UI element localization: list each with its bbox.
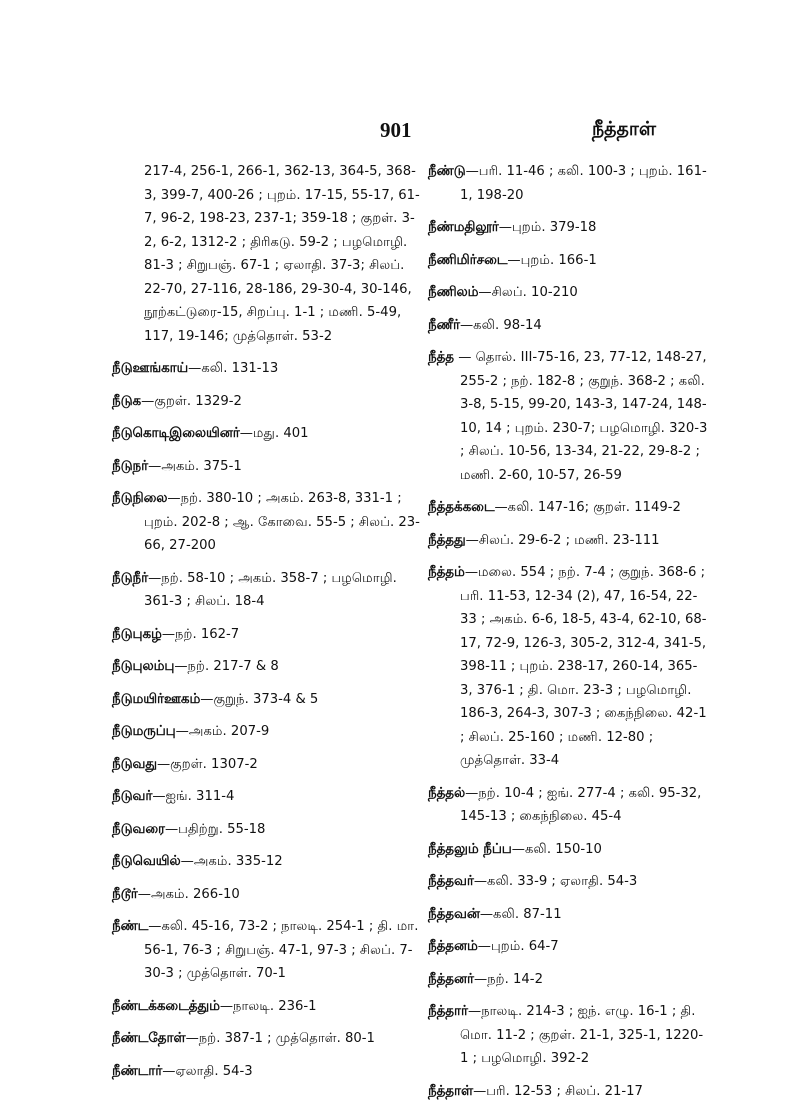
entry-headword: நீணீர் [428,317,460,333]
entry-headword: நீத்தாள் [428,1083,474,1099]
entry-headword: நீண்மதிலூர் [428,220,499,235]
index-entry [112,1027,420,1051]
index-entry [428,935,710,959]
entry-references: —மலை. 554 ; நற். 7-4 ; குறுந். 368-6 ; பரி. 11-53, 12-34 (2), 47, 16-54, 22-33 ; அகம். 6-6, 18-5, 43-4, 62-10, 68-17, 72-9, 126-3, 305-2, 312-4, 341-5, 398-11 ; புறம். 238-17, 260-14, 365-3, 376-1 ; தி. மொ. 23-3 ; பழமொழி. 186-3, 264-3, 307-3 ; கைந்நிலை. 42-1 ; சிலப். 25-160 ; மணி. 12-80 ; முத்தொள். 33-4 [460,565,707,768]
entry-headword: நீணிலம் [428,285,479,300]
entry-references: —கலி. 33-9 ; ஏலாதி. 54-3 [473,874,638,889]
index-entry [112,390,420,414]
entry-references: —ஏலாதி. 54-3 [162,1063,253,1079]
entry-references: —புறம். 64-7 [477,939,559,954]
entry-headword: நீடுநர் [112,458,149,474]
index-entry [428,496,710,520]
index-entry [112,655,420,679]
entry-references: —பரி. 11-46 ; கலி. 100-3 ; புறம். 161-1, 198-20 [460,164,707,203]
index-entry [112,688,420,712]
index-entry [112,422,420,446]
index-entry [428,1080,710,1104]
left-column [112,160,420,1092]
entry-headword: நீத்தனம் [428,939,478,954]
index-entry [112,1060,420,1084]
entry-headword: நீடுமயிர்ஊகம் [112,691,201,707]
index-entry [112,357,420,381]
entry-headword: நீடுவர் [112,789,153,804]
entry-headword: நீண்டு [428,164,466,179]
entry-headword: நீத்தவர் [428,874,474,889]
entry-headword: நீத்த [428,350,455,365]
entry-references: —சிலப். 10-210 [478,285,578,300]
index-entry [112,883,420,907]
entry-references: —நற். 217-7 & 8 [174,659,279,674]
entry-headword: நீடுகொடிஇலையினர் [112,426,240,441]
entry-references: —அகம். 266-10 [137,886,240,902]
entry-headword: நீணிமிர்சடை [428,252,508,268]
entry-references: —கலி. 45-16, 73-2 ; நாலடி. 254-1 ; தி. மா. 56-1, 76-3 ; சிறுபஞ். 47-1, 97-3 ; சிலப். 7-30-3 ; முத்தொள். 70-1 [144,919,419,981]
entry-references: —குறுந். 373-4 & 5 [200,691,319,707]
entry-headword: நீத்தவன் [428,906,480,922]
index-entry [112,455,420,479]
index-entry [428,529,710,553]
entry-headword: நீத்தனர் [428,971,475,987]
index-entry [428,968,710,992]
entry-headword: நீத்தார் [428,1004,469,1019]
entry-references: —அகம். 207-9 [175,724,270,739]
entry-references: —அகம். 375-1 [148,458,242,474]
entry-references: —பதிற்று. 55-18 [164,821,266,837]
entry-headword: நீடுவது [112,756,157,772]
entry-references: —கலி. 87-11 [479,906,562,922]
entry-references: —சிலப். 29-6-2 ; மணி. 23-111 [465,532,660,548]
entry-references: —புறம். 166-1 [507,252,597,268]
index-entry [112,995,420,1019]
index-entry [112,720,420,744]
index-entry [428,1000,710,1071]
entry-references: — தொல். III-75-16, 23, 77-12, 148-27, 255-2 ; நற். 182-8 ; குறுந். 368-2 ; கலி. 3-8, 5-15, 99-20, 143-3, 147-24, 148-10, 14 ; புறம். 230-7; பழமொழி. 320-3 ; சிலப். 10-56, 13-34, 21-22, 29-8-2 ; மணி. 2-60, 10-57, 26-59 [454,350,708,483]
index-entry [112,160,420,348]
running-head: நீத்தாள் [592,118,656,140]
entry-headword: நீடூர் [112,886,138,902]
page-number: 901 [380,118,412,142]
index-entry [428,870,710,894]
index-entry [428,903,710,927]
index-entry [428,249,710,273]
entry-headword: நீடுவெயில் [112,854,181,869]
entry-references: —கலி. 147-16; குறள். 1149-2 [494,500,681,515]
entry-references: —கலி. 150-10 [511,841,602,857]
entry-references: —நற். 162-7 [161,626,240,642]
entry-references: —நற். 10-4 ; ஐங். 277-4 ; கலி. 95-32, 145-13 ; கைந்நிலை. 45-4 [460,785,702,824]
entry-headword: நீடுபுலம்பு [112,659,175,674]
entry-headword: நீடுவரை [112,821,165,837]
entry-references: —நற். 14-2 [474,971,543,987]
entry-references: —கலி. 98-14 [459,317,542,333]
entry-references: —குறள். 1307-2 [156,756,258,772]
entry-references: —கலி. 131-13 [188,361,279,376]
entry-references: —நாலடி. 214-3 ; ஐந். எழு. 16-1 ; தி. மொ. 11-2 ; குறள். 21-1, 325-1, 1220-1 ; பழமொழி. 392-2 [460,1004,704,1066]
entry-references: —அகம். 335-12 [180,854,283,869]
index-entry [112,623,420,647]
index-entry [112,850,420,874]
entry-headword: நீடுநிலை [112,491,168,506]
entry-headword: நீண்டார் [112,1063,163,1079]
index-entry [428,216,710,240]
entry-references: —ஐங். 311-4 [152,789,235,804]
entry-references: —மது. 401 [239,426,309,441]
entry-headword: நீண்டதோள் [112,1031,186,1046]
index-entry [428,160,710,207]
index-entry [428,314,710,338]
entry-headword: நீத்தக்கடை [428,500,495,515]
entry-references: —நற். 58-10 ; அகம். 358-7 ; பழமொழி. 361-3 ; சிலப். 18-4 [144,570,397,609]
index-entry [428,346,710,487]
entry-headword: நீத்தது [428,532,466,548]
index-entry [112,567,420,614]
index-entry [112,753,420,777]
entry-headword: நீத்தம் [428,565,465,580]
index-entry [428,561,710,773]
index-entry [428,838,710,862]
index-entry [428,281,710,305]
entry-headword: நீத்தல் [428,785,466,801]
entry-references: 217-4, 256-1, 266-1, 362-13, 364-5, 368-3, 399-7, 400-26 ; புறம். 17-15, 55-17, 61-7, 96-2, 198-23, 237-1; 359-18 ; குறள். 3-2, 6-2, 1312-2 ; திரிகடு. 59-2 ; பழமொழி. 81-3 ; சிறுபஞ். 67-1 ; ஏலாதி. 37-3; சிலப். 22-70, 27-116, 28-186, 29-30-4, 30-146, நூற்கட்டுரை-15, சிறப்பு. 1-1 ; மணி. 5-49, 117, 19-146; முத்தொள். 53-2 [144,164,420,344]
entry-headword: நீடுமருப்பு [112,724,176,739]
entry-references: —புறம். 379-18 [498,220,597,235]
entry-headword: நீடுஊங்காய் [112,361,189,376]
entry-headword: நீடுபுகழ் [112,626,162,642]
entry-references: —நாலடி. 236-1 [219,998,317,1014]
entry-headword: நீத்தலும் நீப்ப [428,841,512,857]
index-entry [428,782,710,829]
index-entry [112,487,420,558]
index-entry [112,818,420,842]
index-entry [112,785,420,809]
entry-references: —நற். 387-1 ; முத்தொள். 80-1 [185,1031,375,1046]
entry-headword: நீண்டக்கடைத்தும் [112,998,220,1014]
entry-references: —பரி. 12-53 ; சிலப். 21-17 [473,1083,643,1099]
index-entry [112,915,420,986]
entry-headword: நீடுக [112,393,142,409]
right-column [428,160,710,1112]
entry-references: —குறள். 1329-2 [141,393,242,409]
entry-references: —நற். 380-10 ; அகம். 263-8, 331-1 ; புறம். 202-8 ; ஆ. கோவை. 55-5 ; சிலப். 23-66, 27-200 [144,491,420,553]
entry-headword: நீடுநீர் [112,570,149,586]
entry-headword: நீண்ட [112,919,149,934]
